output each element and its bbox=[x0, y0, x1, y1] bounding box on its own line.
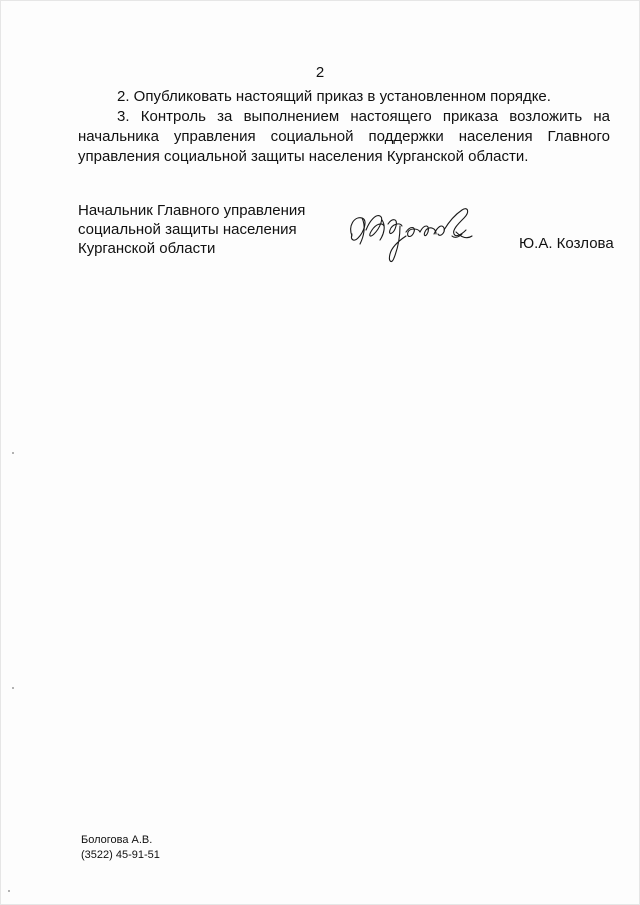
scan-artifact bbox=[12, 687, 14, 689]
page-number: 2 bbox=[315, 64, 325, 81]
paragraph-publish: 2. Опубликовать настоящий приказ в установленном порядке. bbox=[117, 88, 551, 105]
executor-info bbox=[81, 833, 160, 863]
executor-phone: (3522) 45-91-51 bbox=[81, 849, 160, 861]
paragraph-control: 3. Контроль за выполнением настоящего приказа возложить на начальника управления социальной поддержки населения Главного управления социальной защиты населения Курганской области. bbox=[78, 108, 610, 165]
scan-artifact bbox=[12, 452, 14, 454]
signer-position-line: Курганской области bbox=[78, 240, 216, 257]
signer-position bbox=[78, 201, 305, 258]
order-body bbox=[78, 87, 610, 167]
executor-name: Бологова А.В. bbox=[81, 834, 153, 846]
signer-name: Ю.А. Козлова bbox=[519, 235, 614, 252]
signer-position-line: социальной защиты населения bbox=[78, 221, 297, 238]
handwritten-signature-icon bbox=[344, 196, 480, 266]
scan-artifact bbox=[8, 890, 10, 892]
signer-position-line: Начальник Главного управления bbox=[78, 202, 306, 219]
